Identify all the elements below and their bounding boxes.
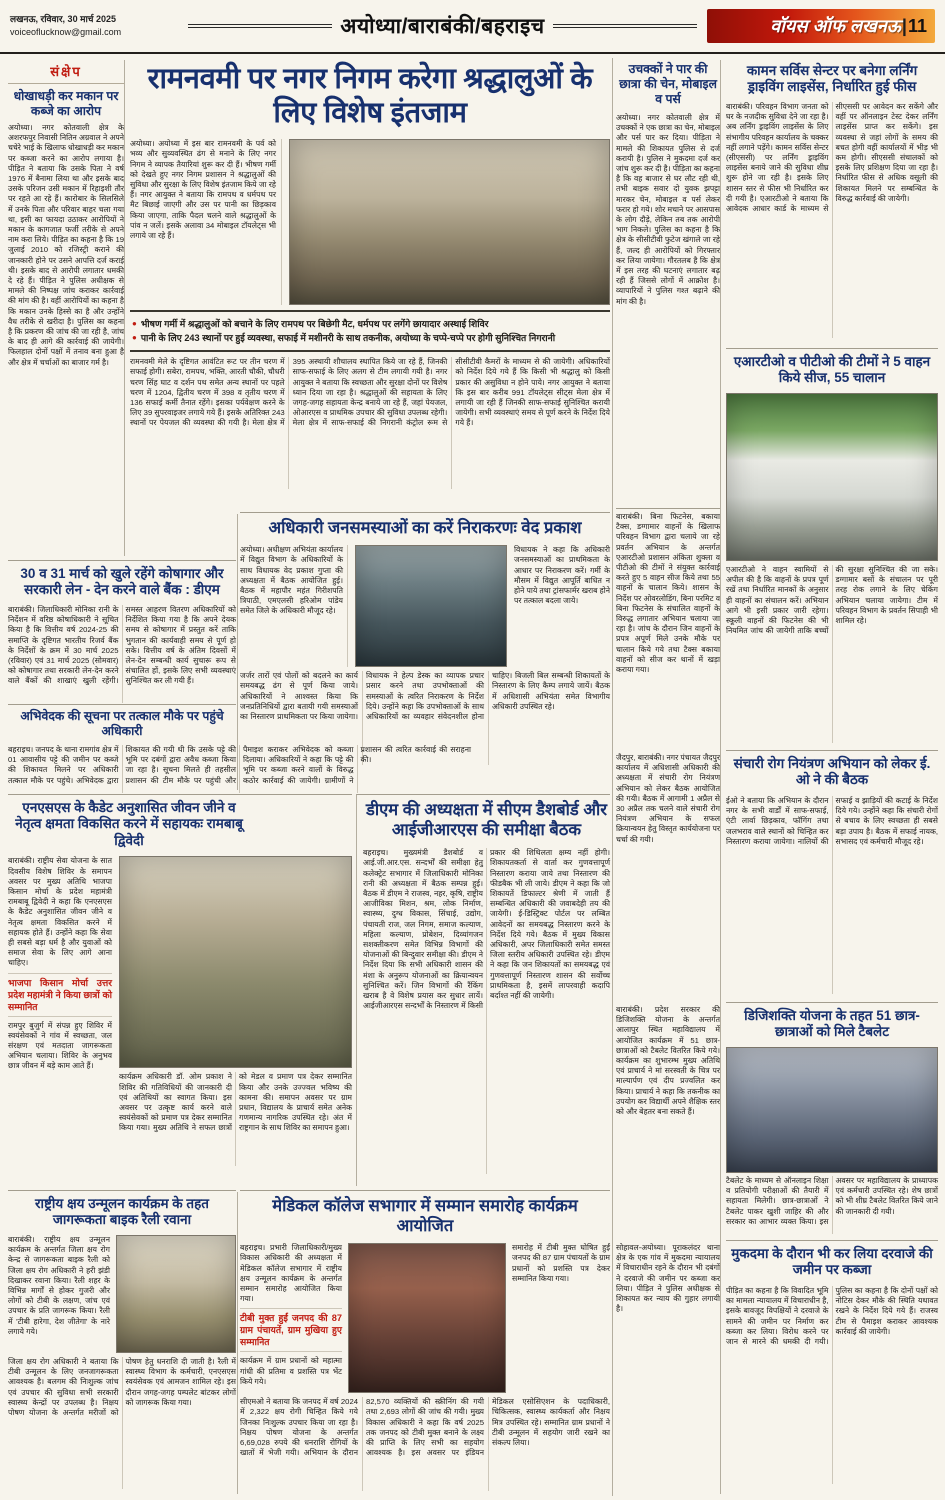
headline: एआरटीओ व पीटीओ की टीमों ने 5 वाहन किये सीज, 55 चालान bbox=[733, 354, 931, 386]
red-subhead: भाजपा किसान मोर्चा उत्तर प्रदेश महामंत्री ने किया छात्रों को सम्मानित bbox=[8, 973, 112, 1017]
headline: धोखाधड़ी कर मकान पर कब्जे का आरोप bbox=[13, 89, 119, 118]
article-body-left2: कार्यक्रम में ग्राम प्रधानों को महात्मा गांधी की प्रतिमा व प्रशस्ति पत्र भेंट किये गये। bbox=[240, 1356, 342, 1386]
article-body: कार्यक्रम अधिकारी डॉ. ओम प्रकाश ने शिविर की गतिविधियों की जानकारी दी एवं अतिथियों का स्वागत किया। इस अवसर पर उत्कृष्ट कार्य करने वाले स्वयंसेवकों को प्रमाण पत्र देकर सम्मानित किया गया। मुख्य अतिथि ने सफल छात्रों को मेडल व प्रमाण पत्र देकर सम्मानित किया और उनके उज्ज्वल भविष्य की कामना की। समापन अवसर पर ग्राम प्रधान, विद्यालय के प्राचार्य समेत अनेक गणमान्य नागरिक उपस्थित रहे। अंत में राष्ट्रगान के साथ शिविर का समापन हुआ। bbox=[119, 1072, 352, 1133]
section-kicker: संक्षेप bbox=[8, 60, 124, 84]
article-body: बाराबंकी। जिलाधिकारी मोनिका रानी के निर्देशन में वरिष्ठ कोषाधिकारी ने सूचित किया है कि वित्तीय वर्ष 2024-25 की समाप्ति के दृष्टिगत भारतीय रिजर्व बैंक के निर्देशों के क्रम में 30 मार्च 2025 (रविवार) एवं 31 मार्च 2025 (सोमवार) को कोषागार तथा सरकारी लेन-देन करने वाले बैंकों की शाखाएं खुली रहेंगी। समस्त आहरण वितरण अधिकारियों को निर्देशित किया गया है कि अपने देयक समय से कोषागार में प्रस्तुत करें ताकि भुगतान की कार्यवाही समय से पूर्ण हो सके। वित्तीय वर्ष के अंतिम दिवसों में लेन-देन सम्बन्धी कार्य सुचारू रूप से संचालित हों, इसके लिए सभी व्यवस्थाएं सुनिश्चित कर ली गयी हैं। bbox=[8, 604, 236, 686]
article-body: अयोध्या। नगर कोतवाली क्षेत्र में उचक्कों ने एक छात्रा का चेन, मोबाइल और पर्स पार कर दिया। पीड़िता ने मामले की शिकायत पुलिस से दर्ज करायी है। पुलिस ने मुकदमा दर्ज कर जांच शुरू कर दी है। पीड़िता का कहना है कि वह बाजार से घर लौट रही थी, तभी बाइक सवार दो युवक झपट्टा मारकर चेन, मोबाइल व पर्स लेकर फरार हो गये। शोर मचाने पर आसपास के लोग दौड़े, लेकिन तब तक आरोपी भाग निकले। पुलिस का कहना है कि क्षेत्र के सीसीटीवी फुटेज खंगाले जा रहे हैं, जल्द ही आरोपियों को गिरफ्तार कर लिया जायेगा। गौरतलब है कि क्षेत्र में इस तरह की घटनाएं लगातार बढ़ रही हैं जिससे लोगों में आक्रोश है। व्यापारियों ने पुलिस गश्त बढ़ाने की मांग की है। bbox=[616, 113, 720, 306]
header-rule-left bbox=[188, 24, 332, 28]
article-chain-snatching bbox=[616, 60, 720, 506]
article-body-right: समारोह में टीबी मुक्त घोषित हुईं जनपद की 87 ग्राम पंचायतों के ग्राम प्रधानों को प्रशस्ति पत्र देकर सम्मानित किया गया। bbox=[512, 1243, 610, 1283]
article-body: बहराइच। जनपद के थाना रामगांव क्षेत्र में 01 आवासीय पट्टे की जमीन पर कब्जे की शिकायत मिलने पर अधिकारी तत्काल मौके पर पहुंचे। अभिवेदक द्वारा शिकायत की गयी थी कि उसके पट्टे की भूमि पर दबंगों द्वारा अवैध कब्जा किया जा रहा है। सूचना मिलते ही तहसील प्रशासन की टीम मौके पर पहुंची और पैमाइश कराकर अभिवेदक को कब्जा दिलाया। अधिकारियों ने कहा कि पट्टे की भूमि पर कब्जा करने वालों के विरुद्ध कठोर कार्रवाई की जायेगी। ग्रामीणों ने प्रशासन की त्वरित कार्रवाई की सराहना की। bbox=[8, 745, 471, 785]
headline: कामन सर्विस सेन्टर पर बनेगा लर्निंग ड्राइविंग लाइसेंस, निर्धारित हुई फीस bbox=[746, 63, 918, 95]
seized-van-photo bbox=[726, 393, 938, 561]
article-body: बाराबंकी। परिवहन विभाग जनता को घर के नजदीक सुविधा देने जा रहा है। अब लर्निंग ड्राइविंग लाइसेंस के लिए संभागीय परिवहन कार्यालय के चक्कर नहीं लगाने पड़ेंगे। कामन सर्विस सेन्टर (सीएससी) पर लर्निंग ड्राइविंग लाइसेंस बनाये जाने की सुविधा शीघ्र शुरू होने जा रही है। इसके लिए शासन स्तर से फीस भी निर्धारित कर दी गयी है। एआरटीओ ने बताया कि आवेदक आधार कार्ड के माध्यम से सीएससी पर आवेदन कर सकेंगे और वहीं पर ऑनलाइन टेस्ट देकर लर्निंग लाइसेंस प्राप्त कर सकेंगे। इस व्यवस्था से जहां लोगों के समय की बचत होगी वहीं कार्यालयों में भीड़ भी कम होगी। सीएससी संचालकों को इसके लिए प्रशिक्षण दिया जा रहा है। निर्धारित फीस से अधिक वसूली की शिकायत मिलने पर सम्बन्धित के विरुद्ध कार्रवाई की जायेगी। bbox=[726, 101, 938, 213]
article-body: रामनवमी मेले के दृष्टिगत आवंटित रूट पर तीन चरण में सफाई होगी। सबेरा, रामपथ, भक्ति, आरती चौकी, चौधरी चरण सिंह घाट व दर्शन पथ समेत अन्य स्थानों पर पहले चरण में 1204, द्वितीय चरण में 398 व तृतीय चरण में 136 सफाई कर्मी तैनात रहेंगे। इसका पर्यवेक्षण करने के लिए 39 सुपरवाइजर लगाये गये हैं। इसके अतिरिक्त 243 स्थानों पर पेयजल की व्यवस्था की गयी है। मेला क्षेत्र में 395 अस्थायी शौचालय स्थापित किये जा रहे हैं, जिनकी साफ-सफाई के लिए अलग से टीम लगायी गयी है। नगर आयुक्त ने बताया कि स्वच्छता और सुरक्षा दोनों पर विशेष ध्यान दिया जा रहा है। श्रद्धालुओं की सहायता के लिए जगह-जगह सहायता केन्द्र बनाये जा रहे हैं, जहां पेयजल, ओआरएस व प्राथमिक उपचार की सुविधा उपलब्ध रहेगी। मेला क्षेत्र में साफ-सफाई की निगरानी कंट्रोल रूम से सीसीटीवी कैमरों के माध्यम से की जायेगी। अधिकारियों को निर्देश दिये गये हैं कि किसी भी श्रद्धालु को किसी प्रकार की असुविधा न होने पाये। नगर आयुक्त ने बताया कि इस बार करीब 991 टॉयलेट्स सीट्स मेला क्षेत्र में लगायी जा रही हैं जिनकी साफ-सफाई सुनिश्चित करायी जायेगी। सभी व्यवस्थाएं समय से पूर्ण करने के निर्देश दिये गये हैं। bbox=[130, 357, 610, 428]
lead-top-row bbox=[130, 139, 610, 305]
region-header: अयोध्या/बाराबंकी/बहराइच bbox=[340, 15, 545, 38]
headline: अभिवेदक की सूचना पर तत्काल मौके पर पहुंचे अधिकारी bbox=[20, 709, 224, 738]
article-body: जर्जर तारों एवं पोलों को बदलने का कार्य समयबद्ध ढंग से पूर्ण किया जाये। अधिकारियों ने आश्वस्त किया कि जनप्रतिनिधियों द्वारा बतायी गयी समस्याओं का निस्तारण प्राथमिकता पर किया जायेगा। विधायक ने हेल्प डेस्क का व्यापक प्रचार प्रसार करने तथा उपभोक्ताओं की समस्याओं के त्वरित निराकरण के निर्देश दिये। उन्होंने कहा कि उपभोक्ताओं के साथ अधिकारियों का व्यवहार संवेदनशील होना चाहिए। बिजली बिल सम्बन्धी शिकायतों के निस्तारण के लिए कैम्प लगाये जायें। बैठक में अधिशासी अभियंता समेत विभागीय अधिकारी उपस्थित रहे। bbox=[240, 671, 610, 721]
page-header bbox=[0, 0, 945, 54]
masthead bbox=[707, 9, 935, 43]
article-banks-open bbox=[8, 560, 236, 702]
lamp-lighting-photo bbox=[348, 1243, 506, 1393]
article-body: बहराइच। मुख्यमंत्री डैशबोर्ड व आई.जी.आर.एस. सन्दर्भों की समीक्षा हेतु कलेक्ट्रेट सभागार में जिलाधिकारी मोनिका रानी की अध्यक्षता में बैठक सम्पन्न हुई। बैठक में डीएम ने राजस्व, नहर, कृषि, राष्ट्रीय आजीविका मिशन, श्रम, लोक निर्माण, स्वास्थ्य, दुग्ध विकास, सिंचाई, उद्योग, पंचायती राज, जल निगम, समाज कल्याण, महिला कल्याण, प्रोबेशन, दिव्यांगजन सशक्तीकरण समेत विभिन्न विभागों की योजनाओं की बिन्दुवार समीक्षा की। डीएम ने निर्देश दिया कि सभी अधिकारी शासन की मंशा के अनुरूप योजनाओं का क्रियान्वयन सुनिश्चित करें। जिन विभागों की रैंकिंग खराब है वे विशेष प्रयास कर सुधार लायें। आईजीआरएस सन्दर्भों के निस्तारण में किसी प्रकार की शिथिलता क्षम्य नहीं होगी। शिकायतकर्ता से वार्ता कर गुणवत्तापूर्ण निस्तारण कराया जाये तथा निस्तारण की फीडबैक भी ली जाये। डीएम ने कहा कि जो शिकायतें डिफाल्टर श्रेणी में जाती हैं सम्बन्धित अधिकारी की जवाबदेही तय की जायेगी। ई-डिस्ट्रिक्ट पोर्टल पर लम्बित आवेदनों का समयबद्ध निस्तारण करने के निर्देश दिये गये। बैठक में मुख्य विकास अधिकारी, अपर जिलाधिकारी समेत समस्त जिला स्तरीय अधिकारी उपस्थित रहे। डीएम ने कहा कि जन शिकायतों का समयबद्ध एवं गुणवत्तापूर्ण निस्तारण शासन की सर्वोच्च प्राथमिकता है, इसमें लापरवाही कदापि बर्दाश्त नहीं की जायेगी। bbox=[363, 848, 610, 1011]
article-digishakti-continuation bbox=[616, 1002, 720, 1238]
column-rule bbox=[237, 514, 238, 790]
article-arto-seizure bbox=[726, 348, 938, 748]
article-body: टैबलेट के माध्यम से ऑनलाइन शिक्षा व प्रतियोगी परीक्षाओं की तैयारी में सहायता मिलेगी। छात्र-छात्राओं ने टैबलेट पाकर खुशी जाहिर की और सरकार का आभार व्यक्त किया। इस अवसर पर महाविद्यालय के प्राध्यापक एवं कर्मचारी उपस्थित रहे। शेष छात्रों को भी शीघ्र टैबलेट वितरित किये जाने की जानकारी दी गयी। bbox=[726, 1175, 938, 1226]
headline: मुकदमा के दौरान भी कर लिया दरवाजे की जमीन पर कब्जा bbox=[731, 1246, 933, 1278]
article-body: जिला क्षय रोग अधिकारी ने बताया कि टीबी उन्मूलन के लिए जनजागरूकता आवश्यक है। बलगम की निःशुल्क जांच एवं उपचार की सुविधा सभी सरकारी स्वास्थ्य केन्द्रों पर उपलब्ध है। निक्षय पोषण योजना के अन्तर्गत मरीजों को पोषण हेतु धनराशि दी जाती है। रैली में स्वास्थ्य विभाग के कर्मचारी, एनएसएस स्वयंसेवक एवं आमजन शामिल रहे। इस दौरान जगह-जगह पम्पलेट बांटकर लोगों को जागरूक किया गया। bbox=[8, 1356, 236, 1417]
article-body: ईओ ने बताया कि अभियान के दौरान नगर के सभी वार्डों में साफ-सफाई, एंटी लार्वा छिड़काव, फॉगिंग तथा जलभराव वाले स्थानों को चिन्हित कर निस्तारण कराया जायेगा। नालियों की सफाई व झाड़ियों की कटाई के निर्देश दिये गये। उन्होंने कहा कि संचारी रोगों से बचाव के लिए स्वच्छता ही सबसे बड़ा उपाय है। बैठक में सफाई नायक, सभासद एवं कर्मचारी मौजूद रहे। bbox=[726, 795, 938, 846]
bullet-icon: ● bbox=[132, 319, 137, 329]
article-body-left: अयोध्या। अधीक्षण अभियंता कार्यालय में विद्युत विभाग के अधिकारियों के साथ विधायक वेद प्रकाश गुप्ता की अध्यक्षता में बैठक आयोजित हुई। बैठक में महापौर महंत गिरीशपति त्रिपाठी, एमएलसी हरिओम पांडेय समेत जिले के अधिकारी मौजूद रहे। bbox=[240, 545, 348, 667]
nss-right-column bbox=[119, 856, 352, 1172]
article-ramnavami-lead bbox=[130, 60, 610, 510]
right-news-column bbox=[616, 58, 938, 1496]
article-brief-fraud bbox=[8, 60, 124, 558]
article-sanchari-continuation bbox=[616, 750, 720, 1000]
article-body-left: सोहावल-अयोध्या। पूराकलंदर थाना क्षेत्र के एक गांव में मुकदमा न्यायालय में विचाराधीन रहने के दौरान भी दबंगों ने दरवाजे की जमीन पर कब्जा कर लिया। पीड़ित ने पुलिस अधीक्षक से शिकायत कर न्याय की गुहार लगायी है। bbox=[616, 1243, 720, 1314]
article-digishakti-tablets bbox=[726, 1002, 938, 1238]
nss-camp-photo bbox=[119, 856, 352, 1068]
publication-email: voiceoflucknow@gmail.com bbox=[10, 27, 122, 37]
article-sanchari-meeting bbox=[726, 750, 938, 1000]
article-body-left: बाराबंकी। बिना फिटनेस, बकाया टैक्स, डग्गामार वाहनों के खिलाफ परिवहन विभाग द्वारा चलाये जा रहे प्रवर्तन अभियान के अन्तर्गत एआरटीओ प्रशासन अंकिता शुक्ला व पीटीओ की टीमों ने संयुक्त कार्रवाई करते हुए 5 वाहन सीज किये तथा 55 वाहनों के चालान किये। शासन के निर्देश पर ओवरलोडिंग, बिना परमिट व बिना फिटनेस के संचालित वाहनों के विरुद्ध लगातार अभियान चलाया जा रहा है। जांच के दौरान जिन वाहनों के प्रपत्र अपूर्ण मिले उनके मौके पर चालान किये गये तथा टैक्स बकाया वाहनों को सीज कर थानों में खड़ा कराया गया। bbox=[616, 512, 720, 675]
highlight-bullet bbox=[132, 318, 608, 330]
headline: राष्ट्रीय क्षय उन्मूलन कार्यक्रम के तहत जागरूकता बाइक रैली रवाना bbox=[35, 1196, 209, 1228]
article-body: सीएमओ ने बताया कि जनपद में वर्ष 2024 में 2,322 क्षय रोगी चिन्हित किये गये जिनका निःशुल्क उपचार किया जा रहा है। निक्षय पोषण योजना के अन्तर्गत 6,69,028 रुपये की धनराशि रोगियों के खातों में भेजी गयी। अभियान के दौरान 82,570 व्यक्तियों की स्क्रीनिंग की गयी तथा 2,693 लोगों की जांच की गयी। मुख्य विकास अधिकारी ने कहा कि वर्ष 2025 तक जनपद को टीबी मुक्त बनाने के लक्ष्य की प्राप्ति के लिए सभी का सहयोग आवश्यक है। इस अवसर पर इंडियन मेडिकल एसोसिएशन के पदाधिकारी, चिकित्सक, स्वास्थ्य कार्यकर्ता और निक्षय मित्र उपस्थित रहे। सम्मानित ग्राम प्रधानों ने टीबी उन्मूलन में सहयोग जारी रखने का संकल्प लिया। bbox=[240, 1397, 610, 1458]
article-tb-rally bbox=[8, 1190, 236, 1496]
headline: रामनवमी पर नगर निगम करेगा श्रद्धालुओं के लिए विशेष इंतजाम bbox=[147, 63, 593, 129]
article-body-left: जैदपुर, बाराबंकी। नगर पंचायत जैदपुर कार्यालय में अधिशासी अधिकारी की अध्यक्षता में संचारी रोग नियंत्रण अभियान को लेकर बैठक आयोजित की गयी। बैठक में आगामी 1 अप्रैल से 30 अप्रैल तक चलने वाले संचारी रोग नियंत्रण अभियान के सफल क्रियान्वयन हेतु विस्तृत कार्ययोजना पर चर्चा की गयी। bbox=[616, 753, 720, 844]
article-land-grab bbox=[726, 1240, 938, 1494]
street-cleaning-photo bbox=[289, 139, 610, 305]
headline: संचारी रोग नियंत्रण अभियान को लेकर ई. ओ ने की बैठक bbox=[733, 756, 931, 788]
article-body-left2: रामपुर बुजुर्ग में संपन्न हुए शिविर में स्वयंसेवकों ने गांव में स्वच्छता, जल संरक्षण एवं मतदाता जागरूकता अभियान चलाया। शिविर के अनुभव छात्र जीवन में बड़े काम आते हैं। bbox=[8, 1020, 112, 1071]
officers-top-row bbox=[240, 545, 610, 667]
region-header-wrap bbox=[188, 12, 697, 40]
masthead-separator: | bbox=[901, 15, 907, 36]
headline: अधिकारी जनसमस्याओं का करें निराकरणः वेद प्रकाश bbox=[268, 519, 582, 537]
article-medical-ceremony bbox=[240, 1190, 610, 1496]
dateline: लखनऊ, रविवार, 30 मार्च 2025 bbox=[10, 13, 117, 24]
header-rule-right bbox=[553, 24, 697, 28]
masthead-title: वॉयस ऑफ लखनऊ bbox=[770, 16, 901, 36]
column-rule bbox=[237, 1192, 238, 1494]
column-rule bbox=[720, 60, 721, 1494]
headline: एनएसएस के कैडेट अनुशासित जीवन जीने व नेतृत्व क्षमता विकसित करने में सहायकः रामबाबू द्विवेदी bbox=[15, 800, 243, 848]
nss-content-row bbox=[8, 856, 352, 1172]
article-intro: अयोध्या। अयोध्या में इस बार रामनवमी के पर्व को भव्य और सुव्यवस्थित ढंग से मनाने के लिए नगर निगम ने व्यापक तैयारियां शुरू कर दी हैं। भीषण गर्मी को देखते हुए नगर निगम प्रशासन ने श्रद्धालुओं की सुविधा और सुरक्षा के लिए विशेष इंतजाम किये जा रहे हैं। नगर आयुक्त ने बताया कि रामपथ व धर्मपथ पर मैट बिछाई जाएगी और उस पर पानी का छिड़काव किया जाएगा, ताकि पैदल चलने वाले श्रद्धालुओं के पांव न जलें। इसके अलावा 34 मोबाइल टॉयलेट्स भी लगाये जा रहे हैं। bbox=[130, 139, 282, 305]
rally-content-row bbox=[8, 1235, 236, 1353]
article-csc-license bbox=[726, 60, 938, 346]
headline: 30 व 31 मार्च को खुले रहेंगे कोषागार और सरकारी लेन - देन करने वाले बैंक : डीएम bbox=[20, 566, 224, 598]
article-cm-dashboard bbox=[356, 794, 610, 1186]
column-rule bbox=[612, 58, 613, 1496]
article-body-left: बाराबंकी। राष्ट्रीय सेवा योजना के सात दिवसीय विशेष शिविर के समापन अवसर पर मुख्य अतिथि भाजपा किसान मोर्चा के प्रदेश महामंत्री रामबाबू द्विवेदी ने कहा कि एनएसएस के कैडेट अनुशासित जीवन जीने व नेतृत्व क्षमता विकसित करने में सहायक होते हैं। उन्होंने कहा कि सेवा ही सबसे बड़ा धर्म है और युवाओं को समाज सेवा के लिए आगे आना चाहिए। bbox=[8, 856, 112, 968]
highlight-bullet bbox=[132, 332, 608, 344]
article-left-column bbox=[240, 1243, 342, 1393]
article-body-left: बाराबंकी। राष्ट्रीय क्षय उन्मूलन कार्यक्रम के अन्तर्गत जिला क्षय रोग केन्द्र से जागरूकता बाइक रैली को जिला क्षय रोग अधिकारी ने हरी झंडी दिखाकर रवाना किया। रैली शहर के विभिन्न मार्गों से होकर गुजरी और लोगों को टीबी के लक्षण, जांच एवं उपचार के प्रति जागरूक किया। रैली में 'टीबी हारेगा, देश जीतेगा' के नारे लगाये गये। bbox=[8, 1234, 110, 1336]
publication-info bbox=[10, 13, 178, 40]
article-body-left: बाराबंकी। प्रदेश सरकार की डिजिशक्ति योजना के अन्तर्गत आलापुर स्थित महाविद्यालय में आयोजित कार्यक्रम में 51 छात्र-छात्राओं को टैबलेट वितरित किये गये। कार्यक्रम का शुभारम्भ मुख्य अतिथि एवं प्राचार्य ने मां सरस्वती के चित्र पर माल्यार्पण एवं दीप प्रज्वलित कर किया। प्राचार्य ने कहा कि तकनीक का उपयोग कर विद्यार्थी अपने शैक्षिक स्तर को और बेहतर बना सकते हैं। bbox=[616, 1005, 720, 1117]
article-officials-spot bbox=[8, 704, 471, 790]
headline: डीएम की अध्यक्षता में सीएम डैशबोर्ड और आईजीआरएस की समीक्षा बैठक bbox=[366, 801, 607, 840]
headline: डिजिशक्ति योजना के तहत 51 छात्र-छात्राओं को मिले टैबलेट bbox=[744, 1008, 920, 1040]
bullet-icon: ● bbox=[132, 333, 137, 343]
article-body: एआरटीओ ने वाहन स्वामियों से अपील की है कि वाहनों के प्रपत्र पूर्ण रखें तथा निर्धारित मानकों के अनुसार ही वाहनों का संचालन करें। अभियान आगे भी इसी प्रकार जारी रहेगा। स्कूली वाहनों की फिटनेस की भी नियमित जांच की जायेगी ताकि बच्चों की सुरक्षा सुनिश्चित की जा सके। डग्गामार बसों के संचालन पर पूरी तरह रोक लगाने के लिए चेकिंग अभियान चलाया जायेगा। टीम में परिवहन विभाग के प्रवर्तन सिपाही भी शामिल रहे। bbox=[726, 564, 938, 636]
article-nss-camp bbox=[8, 794, 352, 1186]
tablet-distribution-photo bbox=[726, 1047, 938, 1173]
page-number: 11 bbox=[907, 15, 927, 36]
article-body: पीड़ित का कहना है कि विवादित भूमि का मामला न्यायालय में विचाराधीन है, इसके बावजूद विपक्षियों ने दरवाजे के सामने की जमीन पर निर्माण कर कब्जा कर लिया। विरोध करने पर जान से मारने की धमकी दी गयी। पुलिस का कहना है कि दोनों पक्षों को नोटिस देकर मौके की स्थिति यथावत रखने के निर्देश दिये गये हैं। राजस्व टीम से पैमाइश कराकर आवश्यक कार्रवाई की जायेगी। bbox=[726, 1285, 938, 1346]
headline: उचक्कों ने पार की छात्रा की चेन, मोबाइल व पर्स bbox=[619, 62, 717, 106]
bike-rally-photo bbox=[116, 1235, 236, 1353]
article-body: अयोध्या। नगर कोतवाली क्षेत्र के अशरफपुर निवासी नितिन अग्रवाल ने अपने चचेरे भाई के खिलाफ धोखाधड़ी कर मकान पर कब्जा करने का आरोप लगाया है। पीड़ित ने बताया कि उसके पिता ने वर्ष 1976 में बैनामा लिया था और इसके बाद उसके परिजन उसी मकान में रिहाइशी तौर पर रहते आ रहे हैं। कारोबार के सिलसिले में उनके पिता और परिवार बाहर चला गया था, इसी का फायदा उठाकर आरोपियों ने मकान के कागजात फर्जी तरीके से अपने नाम करा लिये। पीड़ित का कहना है कि 19 जुलाई 2010 को रजिस्ट्री कराने की जानकारी होने पर उसने आपत्ति दर्ज कराई थी। इसके बाद से आरोपी लगातार धमकी दे रहे हैं। पीड़ित ने पुलिस अधीक्षक से मामले की निष्पक्ष जांच कराकर कार्रवाई की मांग की है। वहीं आरोपियों का कहना है कि मकान उनके हिस्से का है और उन्होंने वैध तरीके से खरीदा है। पुलिस का कहना है कि प्रकरण की जांच की जा रही है, जांच के बाद ही आगे की कार्रवाई की जायेगी। फिलहाल दोनों पक्षों में तनाव बना हुआ है और क्षेत्र में चर्चाओं का बाजार गर्म है। bbox=[8, 123, 124, 367]
highlight-bullets bbox=[130, 310, 610, 352]
article-body-right: विधायक ने कहा कि अधिकारी जनसमस्याओं का प्राथमिकता के आधार पर निराकरण करें। गर्मी के मौसम में विद्युत आपूर्ति बाधित न होने पाये तथा ट्रांसफार्मर खराब होने पर तत्काल बदला जाये। bbox=[514, 545, 610, 606]
column-rule bbox=[124, 60, 125, 556]
headline: मेडिकल कॉलेज सभागार में सम्मान समारोह कार्यक्रम आयोजित bbox=[272, 1197, 578, 1236]
highlight-text: पानी के लिए 243 स्थानों पर हुई व्यवस्था, सफाई में मशीनरी के साथ तकनीक, अयोध्या के चप्पे-चप्पे पर होगी सुनिश्चित निगरानी bbox=[140, 333, 556, 344]
red-subhead: टीबी मुक्त हुईं जनपद की 87 ग्राम पंचायतें, ग्राम मुखिया हुए सम्मानित bbox=[240, 1308, 342, 1352]
officers-meeting-photo bbox=[355, 545, 507, 667]
article-arto-seizure-continuation bbox=[616, 508, 720, 748]
article-land-grab-continuation bbox=[616, 1240, 720, 1494]
article-body-left: बहराइच। प्रभारी जिलाधिकारी/मुख्य विकास अधिकारी की अध्यक्षता में मेडिकल कॉलेज सभागार में राष्ट्रीय क्षय उन्मूलन कार्यक्रम के अन्तर्गत सम्मान समारोह आयोजित किया गया। bbox=[240, 1243, 342, 1304]
medical-content-row bbox=[240, 1243, 610, 1393]
highlight-text: भीषण गर्मी में श्रद्धालुओं को बचाने के लिए रामपथ पर बिछेगी मैट, धर्मपथ पर लगेंगे छायादार अस्थाई शिविर bbox=[140, 319, 489, 330]
article-left-column bbox=[8, 856, 112, 1172]
